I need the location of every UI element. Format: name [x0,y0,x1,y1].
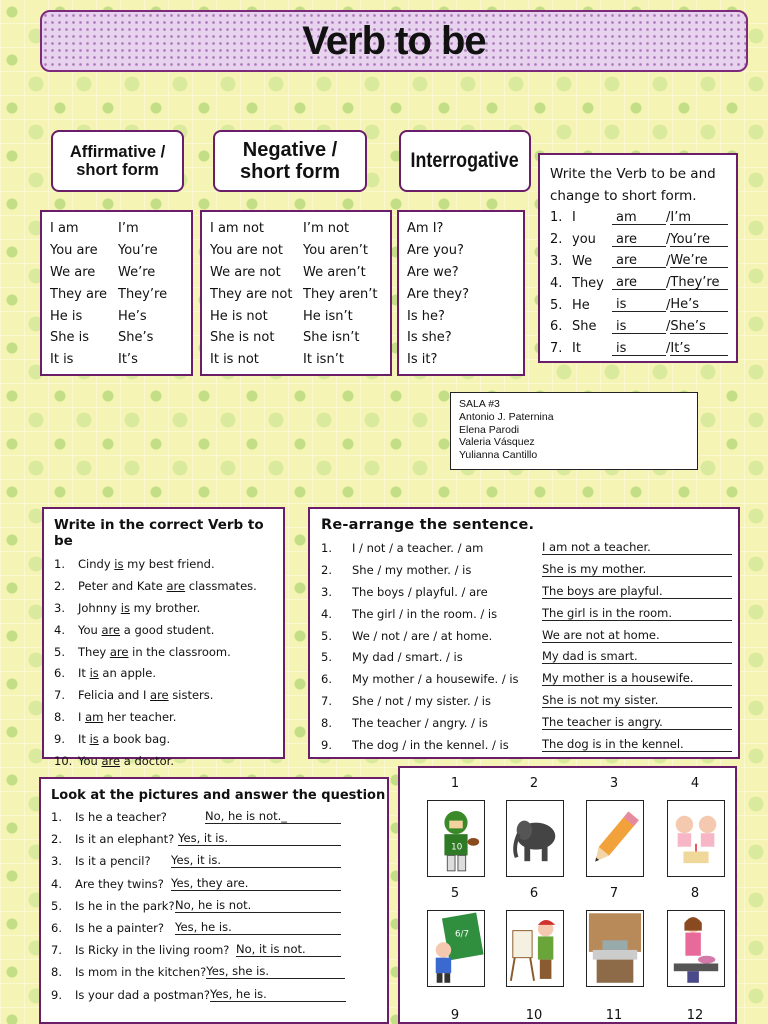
sentence-start: Felicia and I [78,688,151,703]
rearrange-item [321,646,738,668]
scrambled-sentence: We / not / are / at home. [352,628,493,643]
verb-answer: am [612,211,666,225]
rearrange-item [321,690,738,712]
correct-verb-item [54,706,283,728]
negative-short-form: He isn’t [303,308,353,324]
item-number: 4. [54,622,65,637]
interrogative-row [407,305,523,327]
verb-answer: are [612,254,666,268]
verb-answer: are [109,644,129,659]
rearranged-answer: The boys are playful. [542,585,732,599]
sentence-start: Peter and Kate [78,578,167,593]
affirmative-short-form: I’m [118,221,139,237]
interrogative-row [407,283,523,305]
svg-text:6/7: 6/7 [455,929,470,940]
interrogative-question: Are you? [407,243,464,259]
item-number: 7. [321,694,332,709]
negative-row [210,327,390,349]
twins-cake-picture [667,800,725,877]
answer: Yes, she is. [206,965,345,979]
rearranged-answer: I am not a teacher. [542,541,732,555]
affirmative-header-line1: Affirmative / [69,142,166,161]
verb-answer: am [85,710,104,725]
verb-answer: is [114,556,124,571]
correct-verb-item [54,684,283,706]
scrambled-sentence: The dog / in the kennel. / is [352,737,509,752]
answer: No, he is not. [175,899,341,913]
item-number: 1. [54,556,65,571]
affirmative-short-form: He’s [118,308,147,324]
pictures-question-exercise [39,777,389,1024]
negative-long-form: I am not [210,221,265,237]
short-form-title-line1: Write the Verb to be and [550,166,716,182]
affirmative-short-form: It’s [118,352,138,368]
answer: Yes, he is. [175,921,341,935]
interrogative-question: Am I? [407,221,444,237]
answer: Yes, they are. [171,877,341,891]
question: Are they twins? [75,876,164,891]
elephant-picture [506,800,564,877]
sentence-start: Johnny [78,600,121,615]
interrogative-question: Are we? [407,264,459,280]
rearrange-exercise [308,507,740,759]
short-form-answer: They’re [670,276,728,290]
short-form-exercise [538,153,738,363]
short-form-answer: We’re [670,254,728,268]
short-form-item [550,229,736,251]
negative-row [210,262,390,284]
title-banner [40,10,748,72]
interrogative-header-label: Interrogative [410,149,520,173]
sentence-start: Cindy [78,556,115,571]
correct-verb-exercise [42,507,285,768]
item-number: 5. [54,644,65,659]
affirmative-long-form: It is [50,352,74,368]
picture-number: 7 [609,886,619,901]
answer: Yes, it is. [171,854,341,868]
credits-line: Elena Parodi [459,423,520,436]
item-number: 4. [550,275,563,291]
item-number: 8. [51,965,62,980]
short-form-item [550,251,736,273]
credits-box [450,392,698,470]
item-number: 6. [54,666,65,681]
correct-verb-list [54,553,283,772]
scrambled-sentence: My dad / smart. / is [352,650,463,665]
football-player-picture [427,800,485,877]
rearranged-answer: My dad is smart. [542,650,732,664]
sentence-start: It [78,666,90,681]
verb-answer: are [150,688,169,703]
affirmative-long-form: You are [50,243,98,259]
item-number: 5. [321,650,332,665]
scrambled-sentence: I / not / a teacher. / am [352,540,484,555]
rearrange-title: Re-arrange the sentence. [321,517,535,533]
picture-number: 9 [450,1008,460,1023]
short-form-answer: It’s [670,342,728,356]
correct-verb-item [54,662,283,684]
interrogative-row [407,327,523,349]
sentence-end: my brother. [129,600,201,615]
negative-row [210,305,390,327]
item-number: 3. [54,600,65,615]
negative-long-form: She is not [210,330,275,346]
picture-number: 12 [686,1008,704,1023]
question: Is Ricky in the living room? [75,943,230,958]
verb-answer: are [612,276,666,290]
affirmative-row [50,349,191,371]
picture-number: 8 [690,886,700,901]
credits-line: Yulianna Cantillo [459,449,538,462]
correct-verb-item [54,597,283,619]
question: Is mom in the kitchen? [75,965,207,980]
sentence-start: They [78,644,110,659]
affirmative-long-form: She is [50,330,90,346]
item-number: 2. [321,562,332,577]
short-form-list [550,207,736,360]
question: Is he a painter? [75,921,165,936]
slash: / [666,341,671,357]
question: Is it an elephant? [75,832,175,847]
sentence-end: a doctor. [120,753,174,768]
sentence-start: You [78,753,102,768]
item-number: 6. [321,672,332,687]
picture-number: 11 [605,1008,623,1023]
verb-answer: is [120,600,130,615]
scrambled-sentence: My mother / a housewife. / is [352,672,519,687]
woman-cooking-picture [667,910,725,987]
correct-verb-item [54,575,283,597]
verb-answer: are [101,622,121,637]
short-form-item [550,294,736,316]
item-number: 6. [51,921,62,936]
verb-answer: is [89,732,99,747]
affirmative-long-form: They are [50,286,108,302]
affirmative-row [50,262,191,284]
picture-number: 1 [450,776,460,791]
short-form-item [550,316,736,338]
interrogative-table [397,210,525,376]
negative-short-form: You aren’t [303,243,369,259]
slash: / [666,297,671,313]
picture-question-item [51,850,387,872]
negative-short-form: We aren’t [303,264,366,280]
item-number: 3. [321,584,332,599]
rearranged-answer: The girl is in the room. [542,607,732,621]
interrogative-header [399,130,531,192]
verb-answer: are [612,233,666,247]
question: Is he in the park? [75,898,175,913]
correct-verb-item [54,641,283,663]
picture-number: 3 [609,776,619,791]
sentence-start: You [78,622,102,637]
page-title: Verb to be [302,18,486,63]
negative-short-form: It isn’t [303,352,344,368]
rearranged-answer: The teacher is angry. [542,716,732,730]
affirmative-short-form: They’re [118,286,168,302]
negative-row [210,283,390,305]
picture-number: 2 [529,776,539,791]
scrambled-sentence: The girl / in the room. / is [352,606,498,621]
picture-question-item [51,939,387,961]
subject: It [572,341,581,357]
affirmative-row [50,283,191,305]
rearrange-item [321,581,738,603]
item-number: 5. [321,628,332,643]
student-chalkboard-picture [427,910,485,987]
subject: He [572,297,590,313]
affirmative-short-form: She’s [118,330,154,346]
short-form-answer: I’m [670,211,728,225]
rearrange-item [321,712,738,734]
subject: you [572,232,596,248]
item-number: 2. [54,578,65,593]
negative-header-line1: Negative / [242,139,338,161]
item-number: 7. [51,943,62,958]
item-number: 1. [550,210,563,226]
item-number: 1. [321,540,332,555]
item-number: 9. [54,732,65,747]
verb-answer: are [166,578,186,593]
picture-number: 4 [690,776,700,791]
negative-long-form: You are not [210,243,283,259]
item-number: 2. [550,232,563,248]
picture-question-item [51,895,387,917]
credits-line: Antonio J. Paternina [459,410,554,423]
short-form-item [550,207,736,229]
subject: I [572,210,576,226]
answer: Yes, it is. [178,832,341,846]
short-form-answer: She’s [670,320,728,334]
item-number: 8. [54,710,65,725]
item-number: 4. [51,876,62,891]
picture-question-item [51,961,387,983]
sentence-start: I [78,710,86,725]
affirmative-table [40,210,193,376]
rearrange-item [321,734,738,756]
verb-answer: are [101,753,121,768]
rearrange-item [321,668,738,690]
rearrange-list [321,537,738,756]
subject: We [572,253,593,269]
slash: / [666,275,671,291]
scrambled-sentence: She / my mother. / is [352,562,472,577]
negative-long-form: We are not [210,264,281,280]
short-form-item [550,272,736,294]
correct-verb-item [54,750,283,772]
affirmative-row [50,240,191,262]
correct-verb-item [54,728,283,750]
negative-short-form: She isn’t [303,330,360,346]
interrogative-question: Are they? [407,286,470,302]
painter-picture [506,910,564,987]
rearrange-item [321,537,738,559]
scrambled-sentence: She / not / my sister. / is [352,694,491,709]
sentence-start: It [78,732,90,747]
answer: No, it is not. [236,943,341,957]
picture-question-item [51,917,387,939]
pencil-picture [586,800,644,877]
affirmative-header-line2: short form [76,161,159,179]
item-number: 5. [550,297,563,313]
pictures-question-title: Look at the pictures and answer the question [51,788,386,803]
interrogative-row [407,240,523,262]
negative-header-line2: short form [240,161,340,183]
negative-long-form: It is not [210,352,259,368]
negative-header [213,130,367,192]
picture-question-item [51,984,387,1006]
item-number: 5. [51,898,62,913]
slash: / [666,253,671,269]
verb-answer: is [612,320,666,334]
verb-answer: is [612,298,666,312]
item-number: 3. [51,854,62,869]
rearranged-answer: She is my mother. [542,563,732,577]
affirmative-long-form: He is [50,308,83,324]
affirmative-long-form: We are [50,264,96,280]
affirmative-row [50,305,191,327]
credits-line: Valeria Vásquez [459,436,535,449]
picture-question-item [51,828,387,850]
interrogative-row [407,349,523,371]
negative-short-form: I’m not [303,221,350,237]
subject: She [572,319,597,335]
scrambled-sentence: The boys / playful. / are [352,584,488,599]
sentence-end: her teacher. [103,710,177,725]
item-number: 4. [321,606,332,621]
item-number: 7. [550,341,563,357]
negative-long-form: He is not [210,308,268,324]
sentence-end: my best friend. [123,556,215,571]
answer: Yes, he is. [210,988,346,1002]
affirmative-row [50,327,191,349]
interrogative-question: Is it? [407,352,438,368]
correct-verb-item [54,553,283,575]
short-form-answer: He’s [670,298,728,312]
short-form-title-line2: change to short form. [550,188,697,204]
picture-question-item [51,806,387,828]
verb-answer: is [89,666,99,681]
slash: / [666,232,671,248]
picture-number: 5 [450,886,460,901]
item-number: 9. [51,987,62,1002]
rearranged-answer: We are not at home. [542,629,732,643]
interrogative-question: Is he? [407,308,445,324]
item-number: 10. [54,753,73,768]
negative-row [210,240,390,262]
affirmative-row [50,218,191,240]
negative-short-form: They aren’t [303,286,378,302]
slash: / [666,210,671,226]
rearrange-item [321,625,738,647]
affirmative-header [51,130,184,192]
negative-row [210,218,390,240]
item-number: 2. [51,832,62,847]
question: Is it a pencil? [75,854,151,869]
rearranged-answer: The dog is in the kennel. [542,738,732,752]
interrogative-row [407,262,523,284]
rearrange-item [321,603,738,625]
item-number: 1. [51,810,62,825]
kitchen-sink-picture [586,910,644,987]
item-number: 8. [321,716,332,731]
item-number: 7. [54,688,65,703]
correct-verb-title: Write in the correct Verb to be [54,517,264,549]
rearrange-item [321,559,738,581]
affirmative-long-form: I am [50,221,79,237]
picture-question-item [51,873,387,895]
negative-long-form: They are not [210,286,293,302]
answer: No, he is not._ [205,810,341,824]
sentence-end: classmates. [185,578,257,593]
sentence-end: in the classroom. [128,644,231,659]
affirmative-short-form: You’re [118,243,158,259]
verb-answer: is [612,342,666,356]
picture-number: 10 [525,1008,543,1023]
subject: They [572,275,604,291]
rearranged-answer: She is not my sister. [542,694,732,708]
affirmative-short-form: We’re [118,264,156,280]
pictures-panel [398,766,737,1024]
short-form-answer: You’re [670,233,728,247]
question: Is your dad a postman? [75,987,211,1002]
question: Is he a teacher? [75,810,167,825]
item-number: 6. [550,319,563,335]
rearranged-answer: My mother is a housewife. [542,672,732,686]
slash: / [666,319,671,335]
item-number: 9. [321,737,332,752]
interrogative-question: Is she? [407,330,452,346]
negative-row [210,349,390,371]
sentence-end: a book bag. [98,732,171,747]
picture-number: 6 [529,886,539,901]
pictures-question-list [51,806,387,1006]
short-form-item [550,338,736,360]
sentence-end: sisters. [168,688,214,703]
scrambled-sentence: The teacher / angry. / is [352,716,488,731]
svg-text:10: 10 [451,842,463,853]
item-number: 3. [550,253,563,269]
sentence-end: a good student. [120,622,215,637]
negative-table [200,210,392,376]
interrogative-row [407,218,523,240]
sentence-end: an apple. [98,666,156,681]
correct-verb-item [54,619,283,641]
credits-line: SALA #3 [459,398,500,410]
